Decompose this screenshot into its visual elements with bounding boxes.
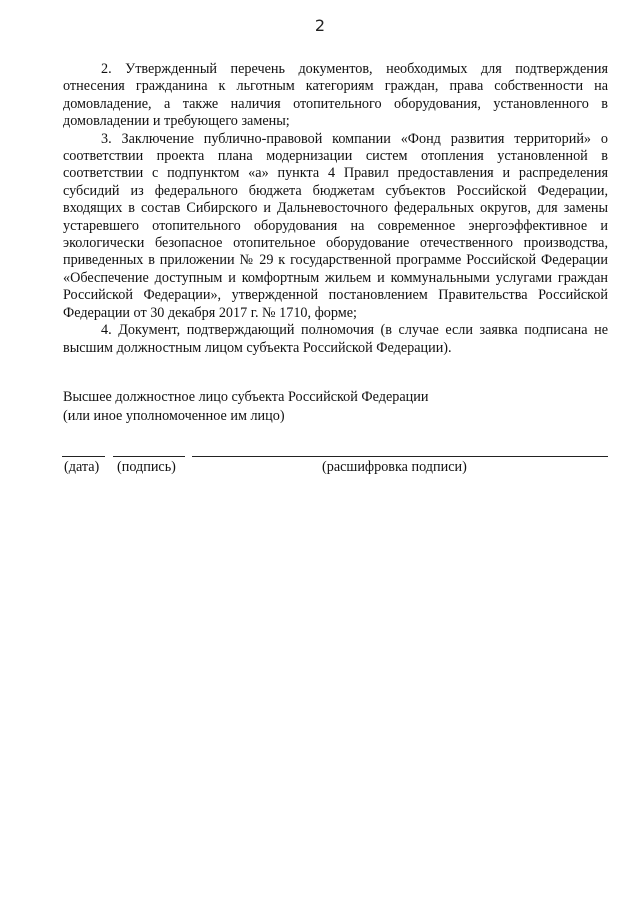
signature-line	[113, 456, 185, 457]
signature-label: (подпись)	[117, 459, 176, 475]
official-title: Высшее должностное лицо субъекта Российской Федерации	[63, 389, 429, 405]
paragraph-item-4: 4. Документ, подтверждающий полномочия (в случае если заявка подписана не высшим должностным лицом субъекта Российской Федерации).	[63, 322, 608, 356]
official-title-note: (или иное уполномоченное им лицо)	[63, 408, 285, 424]
document-body	[63, 61, 608, 357]
page-number: 2	[314, 16, 326, 35]
decoding-line	[192, 456, 608, 457]
date-line	[62, 456, 105, 457]
paragraph-item-3: 3. Заключение публично-правовой компании «Фонд развития территорий» о соответствии проекта плана модернизации систем отопления установленной в соответствии с подпунктом «а» пункта 4 Правил предоставления и распределения субсидий из федерального бюджета бюджетам субъектов Российской Федерации, входящих в состав Сибирского и Дальневосточного федеральных округов, для замены устаревшего отопительного оборудования на современное энергоэффективное и экологически безопасное отопительное оборудование отечественного производства, приведенных в приложении № 29 к государственной программе Российской Федерации «Обеспечение доступным и комфортным жильем и коммунальными услугами граждан Российской Федерации», утвержденной постановлением Правительства Российской Федерации от 30 декабря 2017 г. № 1710, форме;	[63, 130, 608, 321]
official-title-block	[63, 388, 608, 426]
date-label: (дата)	[64, 459, 100, 475]
decoding-label: (расшифровка подписи)	[322, 459, 467, 475]
paragraph-item-2: 2. Утвержденный перечень документов, необходимых для подтверждения отнесения гражданина к льготным категориям граждан, права собственности на домовладение, а также наличия отопительного оборудования, установленного в домовладении и требующего замены;	[63, 61, 608, 130]
